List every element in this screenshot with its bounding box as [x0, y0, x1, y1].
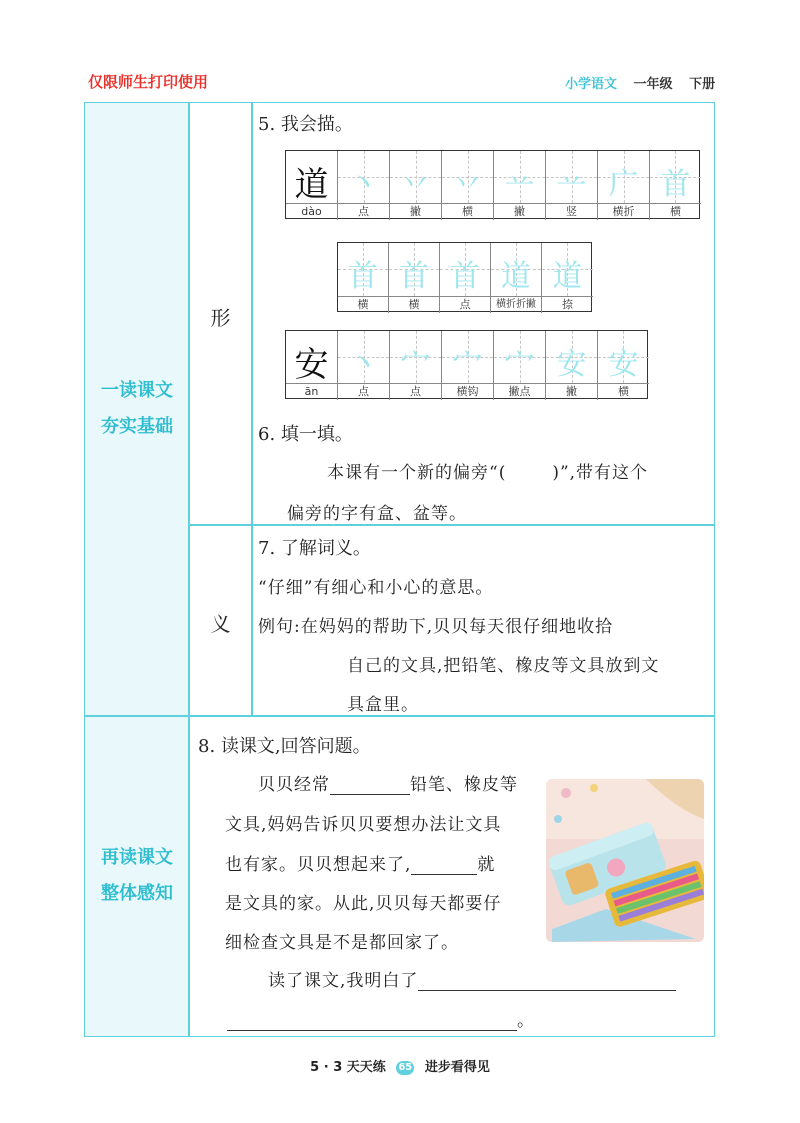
q7-line4: 具盒里。 [347, 695, 419, 715]
footer-brand: 5 · 3 天天练 [310, 1060, 386, 1075]
stroke-name: 横 [442, 203, 493, 220]
trace-stroke: 宀 [504, 347, 535, 382]
q6-title: 6. 填一填。 [258, 424, 353, 445]
character-an: 安 [294, 345, 329, 385]
stroke-table-dao-2 [337, 242, 592, 312]
subject-label: 小学语文 [565, 77, 618, 92]
trace-stroke: 宀 [452, 347, 483, 382]
trace-stroke: 宀 [400, 347, 431, 382]
trace-stroke: 䒑 [504, 167, 535, 202]
trace-stroke: 安 [556, 347, 587, 382]
stroke-name: 横折 [598, 203, 649, 220]
trace-stroke: 道 [552, 259, 583, 294]
stroke-cell [440, 243, 491, 313]
answer-blank-4[interactable] [227, 1014, 517, 1031]
q7-line2: 例句:在妈妈的帮助下,贝贝每天很仔细地收拾 [258, 617, 614, 637]
divider-xing-yi [189, 524, 715, 526]
page-footer [0, 1056, 800, 1075]
trace-stroke: 丶 [348, 167, 379, 202]
q8-line2: 文具,妈妈告诉贝贝要想办法让文具 [225, 815, 502, 835]
trace-stroke: 首 [450, 259, 480, 294]
stroke-cell [598, 331, 649, 400]
trace-stroke: 首 [399, 259, 429, 294]
trace-stroke: 䒑 [556, 167, 587, 202]
stroke-cell [389, 243, 440, 313]
stroke-cell [442, 331, 494, 400]
stroke-table-dao [285, 150, 700, 219]
divider-section [84, 715, 715, 717]
stroke-name: 横折折撇 [491, 296, 541, 313]
q5-title: 5. 我会描。 [258, 114, 353, 135]
stroke-name: 捺 [542, 296, 593, 313]
answer-blank-3[interactable] [418, 974, 676, 991]
section-label-1: 一读课文 夯实基础 [101, 380, 173, 437]
trace-stroke: 丷 [452, 167, 483, 202]
stroke-name: 点 [338, 383, 389, 400]
sub-label-yi: 义 [210, 612, 231, 636]
q8-line4: 是文具的家。从此,贝贝每天都要仔 [225, 894, 502, 914]
q8-line1: 贝贝经常 铅笔、橡皮等 [258, 775, 518, 795]
q6-line2: 偏旁的字有盒、盆等。 [287, 504, 467, 524]
stroke-cell [542, 243, 593, 313]
q6-line1: 本课有一个新的偏旁“( )”,带有这个 [327, 463, 649, 483]
pencil-case-photo [546, 779, 704, 942]
answer-blank-2[interactable] [411, 858, 477, 875]
sub-label-xing: 形 [210, 306, 231, 330]
q8-line5: 细检查文具是不是都回家了。 [225, 933, 459, 953]
stroke-cell [494, 151, 546, 220]
stroke-name: 点 [390, 383, 441, 400]
stroke-cell [494, 331, 546, 400]
q7-line1: “仔细”有细心和小心的意思。 [258, 578, 494, 598]
stroke-name: 点 [440, 296, 490, 313]
trace-stroke: 丷 [400, 167, 431, 202]
trace-stroke: 首 [348, 259, 378, 294]
stroke-cell [390, 331, 442, 400]
grade-label: 一年级 [633, 77, 673, 92]
stroke-cell [338, 331, 390, 400]
character-dao: 道 [294, 165, 329, 205]
stroke-name: 横 [598, 383, 649, 400]
trace-stroke: 广 [608, 167, 639, 202]
answer-blank-1[interactable] [330, 778, 410, 795]
q8-line7: 。 [227, 1006, 535, 1031]
stroke-cell [491, 243, 542, 313]
footer-slogan: 进步看得见 [424, 1060, 490, 1075]
stroke-name: 竖 [546, 203, 597, 220]
stroke-name: 横 [338, 296, 388, 313]
pencil-case-illustration [546, 779, 704, 942]
q8-line3: 也有家。贝贝想起来了, 就 [225, 855, 496, 875]
stroke-name: 点 [338, 203, 389, 220]
stroke-cell-main [286, 331, 338, 400]
stroke-cell [650, 151, 701, 220]
stroke-cell-main [286, 151, 338, 220]
stroke-cell [598, 151, 650, 220]
term-label: 下册 [689, 77, 716, 92]
trace-stroke: 安 [608, 347, 639, 382]
stroke-name: 撇点 [494, 383, 545, 400]
stroke-table-an [285, 330, 648, 399]
print-notice: 仅限师生打印使用 [88, 73, 209, 91]
stroke-name: 横钩 [442, 383, 493, 400]
page-number: 65 [396, 1061, 414, 1075]
stroke-cell [390, 151, 442, 220]
trace-stroke: 首 [660, 167, 691, 202]
q7-title: 7. 了解词义。 [258, 538, 371, 559]
stroke-cell [338, 243, 389, 313]
stroke-cell [442, 151, 494, 220]
stroke-cell [546, 331, 598, 400]
pinyin-dao: dào [286, 203, 337, 220]
pinyin-an: ān [286, 383, 337, 400]
stroke-name: 横 [389, 296, 439, 313]
stroke-cell [338, 151, 390, 220]
stroke-name: 横 [650, 203, 701, 220]
q8-line6: 读了课文,我明白了 [268, 966, 676, 991]
book-info [565, 73, 715, 92]
stroke-cell [546, 151, 598, 220]
stroke-name: 撇 [546, 383, 597, 400]
q8-title: 8. 读课文,回答问题。 [198, 736, 371, 757]
q7-line3: 自己的文具,把铅笔、橡皮等文具放到文 [347, 656, 660, 676]
stroke-name: 撇 [390, 203, 441, 220]
stroke-name: 撇 [494, 203, 545, 220]
trace-stroke: 丶 [348, 347, 379, 382]
trace-stroke: 道 [501, 259, 531, 294]
section-label-2: 再读课文 整体感知 [101, 847, 173, 904]
